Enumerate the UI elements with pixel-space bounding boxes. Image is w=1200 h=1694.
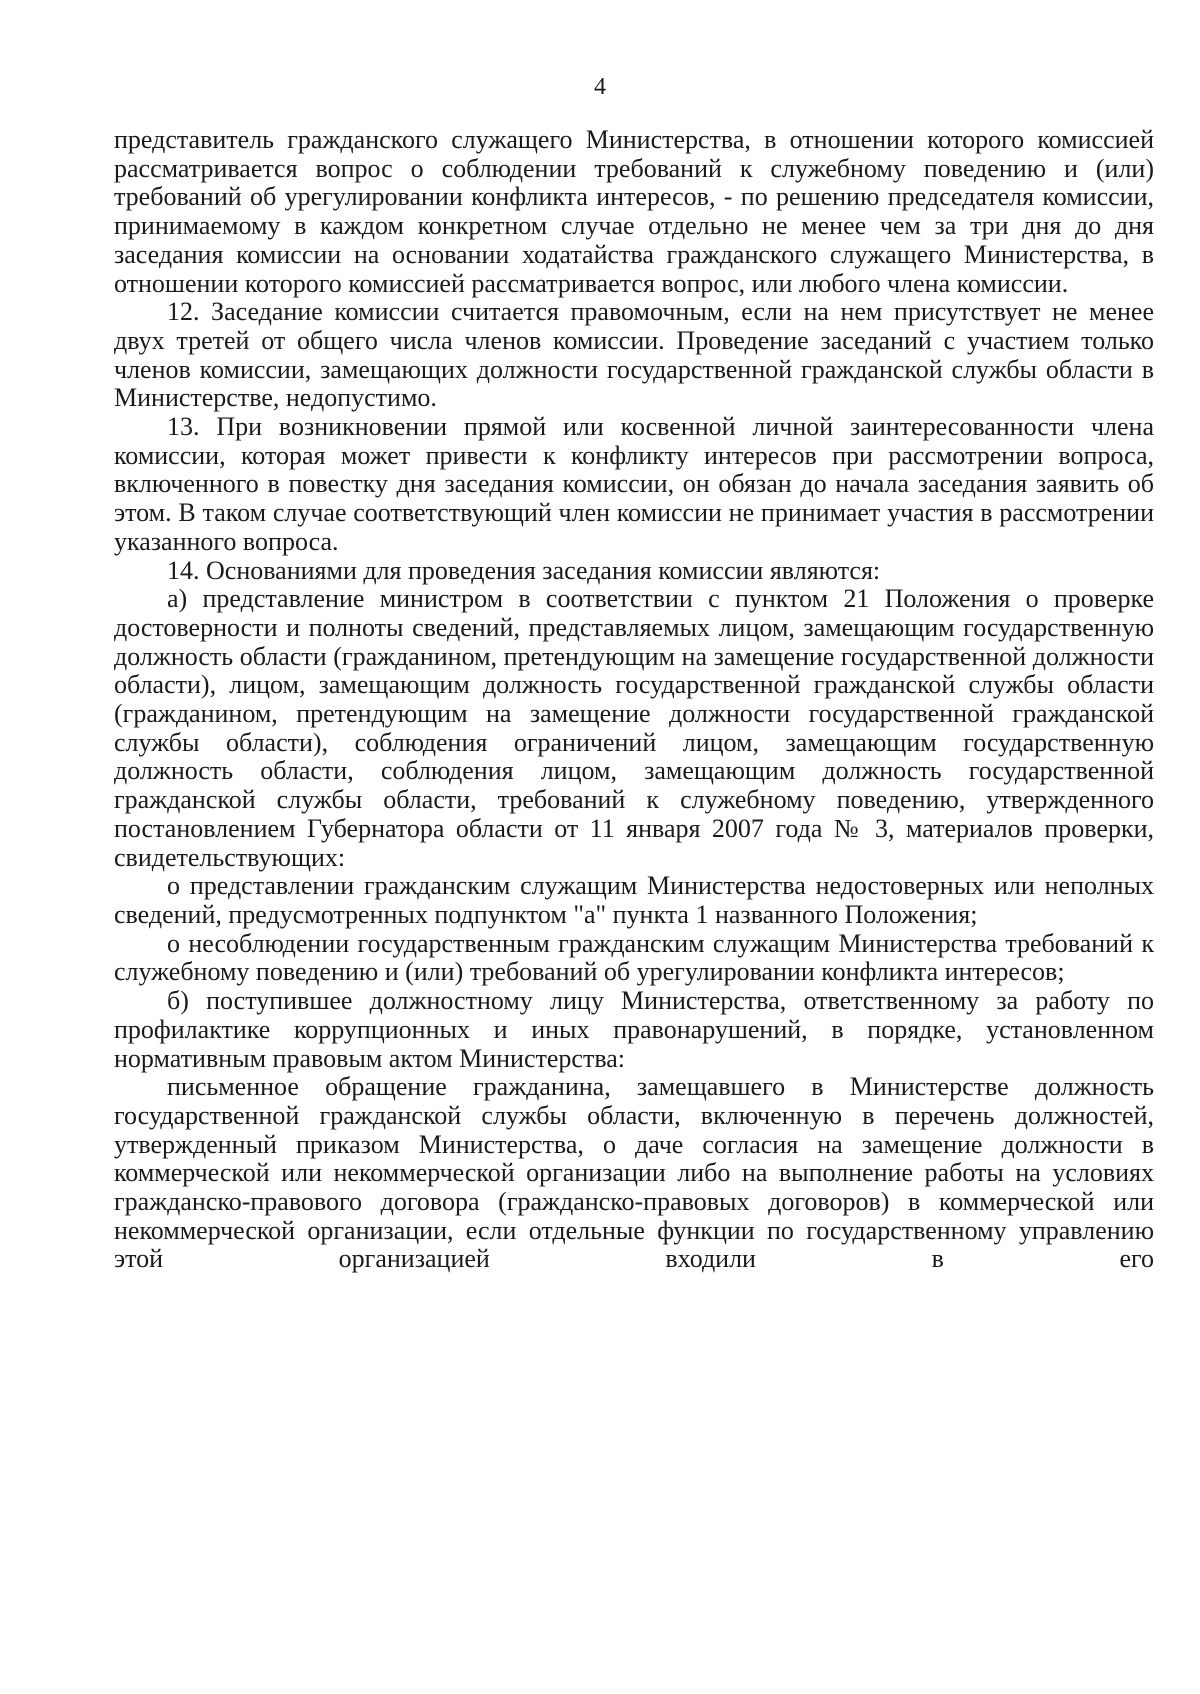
document-body [114, 126, 1154, 1274]
paragraph-item-14: 14. Основаниями для проведения заседания комиссии являются: [167, 555, 881, 585]
paragraph-subitem-b: б) поступившее должностному лицу Министерства, ответственному за работу по профилактике коррупционных и иных правонарушений, в порядке, установленном нормативным правовым актом Министерства: [114, 986, 1154, 1073]
paragraph-item-13: 13. При возникновении прямой или косвенной личной заинтересованности члена комиссии, которая может привести к конфликту интересов при рассмотрении вопроса, включенного в повестку дня заседания комиссии, он обязан до начала заседания заявить об этом. В таком случае соответствующий член комиссии не принимает участия в рассмотрении указанного вопроса. [114, 412, 1154, 556]
page-number: 4 [594, 74, 606, 100]
paragraph-subitem-a-2: о несоблюдении государственным гражданским служащим Министерства требований к служебному поведению и (или) требований об урегулировании конфликта интересов; [114, 928, 1154, 987]
paragraph-subitem-a-1: о представлении гражданским служащим Министерства недостоверных или неполных сведений, предусмотренных подпунктом "а" пункта 1 названного Положения; [114, 871, 1154, 929]
paragraph-subitem-b-1: письменное обращение гражданина, замещавшего в Министерстве должность государственной гражданской службы области, включенную в перечень должностей, утвержденный приказом Министерства, о даче согласия на замещение должности в коммерческой или некоммерческой организации либо на выполнение работы на условиях гражданско-правового договора (гражданско-правовых договоров) в коммерческой или некоммерческой организации, если отдельные функции по государственному управлению этой организацией входили в его [114, 1072, 1154, 1274]
paragraph-item-12: 12. Заседание комиссии считается правомочным, если на нем присутствует не менее двух третей от общего числа членов комиссии. Проведение заседаний с участием только членов комиссии, замещающих должности государственной гражданской службы области в Министерстве, недопустимо. [114, 297, 1154, 413]
paragraph-subitem-a: а) представление министром в соответствии с пунктом 21 Положения о проверке достоверности и полноты сведений, представляемых лицом, замещающим государственную должность области (гражданином, претендующим на замещение государственной должности области), лицом, замещающим должность государственной гражданской службы области (гражданином, претендующим на замещение должности государственной гражданской службы области), соблюдения ограничений лицом, замещающим государственную должность области, соблюдения лицом, замещающим должность государственной гражданской службы области, требований к служебному поведению, утвержденного постановлением Губернатора области от 11 января 2007 года № 3, материалов проверки, свидетельствующих: [114, 584, 1154, 872]
paragraph-representative: представитель гражданского служащего Министерства, в отношении которого комиссией рассматривается вопрос о соблюдении требований к служебному поведению и (или) требований об урегулировании конфликта интересов, - по решению председателя комиссии, принимаемому в каждом конкретном случае отдельно не менее чем за три дня до дня заседания комиссии на основании ходатайства гражданского служащего Министерства, в отношении которого комиссией рассматривается вопрос, или любого члена комиссии. [114, 125, 1154, 298]
